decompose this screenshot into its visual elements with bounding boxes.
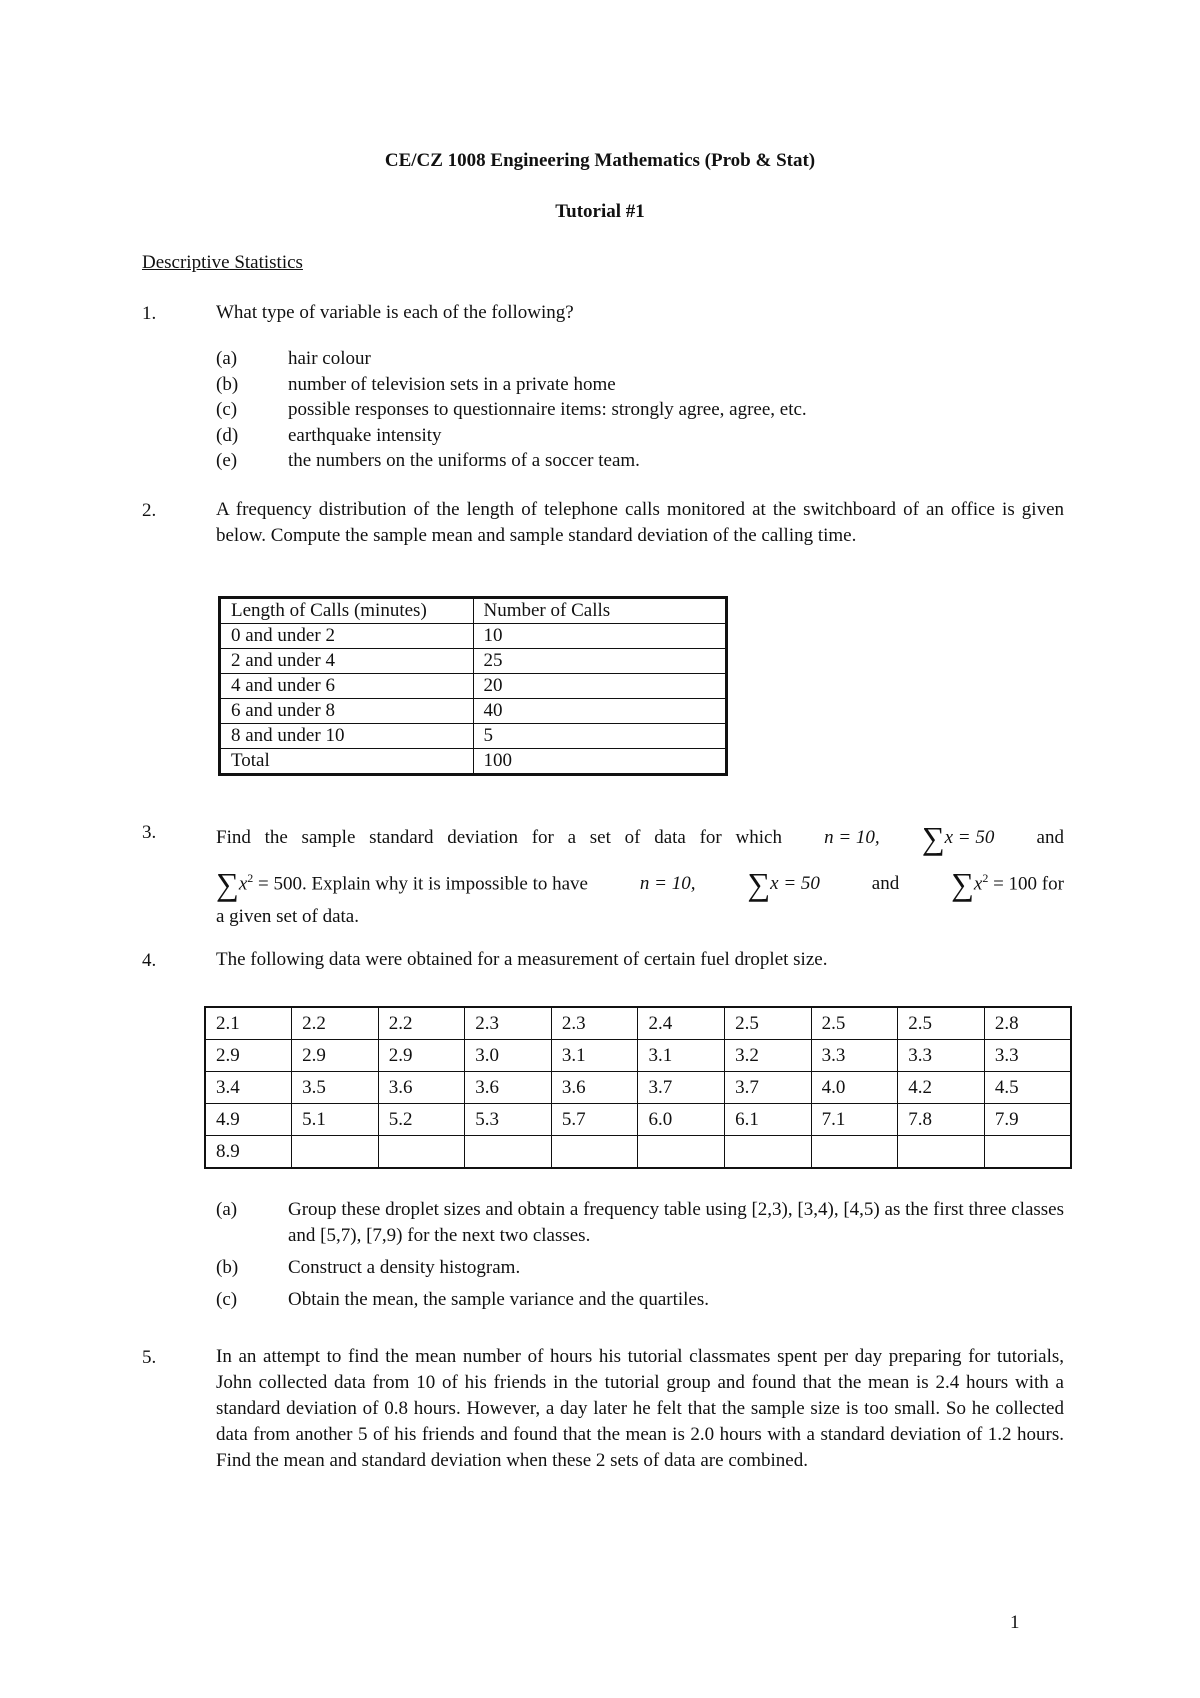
table-cell: 3.3 (811, 1040, 898, 1072)
item-label: (a) (216, 1199, 238, 1220)
question-number: 1. (142, 303, 157, 324)
question-number: 5. (142, 1347, 157, 1368)
item-text: possible responses to questionnaire items: strongly agree, agree, etc. (288, 399, 807, 420)
page-number: 1 (1010, 1612, 1020, 1633)
table-cell: 2 and under 4 (220, 649, 474, 674)
table-cell: 3.3 (898, 1040, 985, 1072)
table-cell: 2.9 (205, 1040, 292, 1072)
question-3-line-2 (216, 858, 1064, 904)
sigma-icon: ∑ (747, 866, 771, 903)
table-row (220, 649, 727, 674)
question-3-text (216, 812, 1064, 930)
question-4-text: The following data were obtained for a measurement of certain fuel droplet size. (216, 949, 828, 970)
item-label: (a) (216, 348, 238, 369)
table-cell: 40 (473, 699, 727, 724)
item-label: (b) (216, 1257, 239, 1278)
table-header-cell: Length of Calls (minutes) (220, 598, 474, 624)
table-cell: 3.7 (725, 1072, 812, 1104)
q3-and: and (1036, 827, 1064, 848)
table-cell: 3.1 (638, 1040, 725, 1072)
table-cell: 7.1 (811, 1104, 898, 1136)
question-2-text: A frequency distribution of the length of telephone calls monitored at the switchboard of an office is given below. Compute the sample mean and sample standard deviation of the calling time. (216, 499, 1064, 546)
table-cell: 2.2 (292, 1007, 379, 1040)
sigma-icon: ∑ (951, 866, 974, 903)
table-row (220, 724, 727, 749)
q3-sum-x: ∑x = 50 (921, 820, 995, 856)
table-cell: 25 (473, 649, 727, 674)
item-label: (e) (216, 450, 238, 471)
table-cell: 2.9 (378, 1040, 465, 1072)
table-row (220, 699, 727, 724)
table-cell: 3.0 (465, 1040, 552, 1072)
table-row (205, 1104, 1071, 1136)
question-1-options (216, 348, 1076, 476)
table-cell: 8 and under 10 (220, 724, 474, 749)
table-cell: 4.9 (205, 1104, 292, 1136)
table-cell: 2.9 (292, 1040, 379, 1072)
question-number: 2. (142, 500, 157, 521)
table-cell: 2.3 (465, 1007, 552, 1040)
table-cell: 2.5 (725, 1007, 812, 1040)
q3-sum-x2: $\sum x^2 = 500$. Explain why it is impossible to have (216, 866, 588, 903)
section-heading: Descriptive Statistics (142, 252, 303, 273)
table-row (205, 1136, 1071, 1169)
table-cell: 2.5 (898, 1007, 985, 1040)
table-cell: 4 and under 6 (220, 674, 474, 699)
sigma-icon: ∑ (921, 820, 945, 856)
q3-n-value-2: n = 10, (639, 873, 696, 895)
q3-n-value: n = 10, (824, 827, 880, 848)
table-cell: 3.5 (292, 1072, 379, 1104)
question-5-text: In an attempt to find the mean number of hours his tutorial classmates spent per day preparing for tutorials, John collected data from 10 of his friends in the tutorial group and found that the mean is 2.4 hours with a standard deviation of 0.8 hours. However, a day later he felt that the sample size is too small. So he collected data from another 5 of his friends and found that the mean is 2.0 hours with a standard deviation of 1.2 hours. Find the mean and standard deviation when these 2 sets of data are combined. (216, 1346, 1064, 1471)
question-1-text: What type of variable is each of the following? (216, 302, 574, 323)
q3-sum-x-2: ∑x = 50 (747, 866, 820, 903)
table-cell: 4.5 (984, 1072, 1071, 1104)
table-cell: 2.8 (984, 1007, 1071, 1040)
list-item (216, 450, 1076, 476)
sigma-icon: ∑ (216, 866, 239, 903)
list-item (216, 348, 1076, 374)
table-cell: 3.6 (465, 1072, 552, 1104)
question-number: 4. (142, 950, 157, 971)
table-cell: 0 and under 2 (220, 624, 474, 649)
question-number: 3. (142, 822, 157, 843)
table-cell (898, 1136, 985, 1169)
table-cell (292, 1136, 379, 1169)
table-cell: 3.6 (378, 1072, 465, 1104)
list-item (216, 1287, 1076, 1313)
table-row (205, 1007, 1071, 1040)
droplet-data-table (204, 1006, 1072, 1169)
item-text: Construct a density histogram. (288, 1257, 521, 1278)
table-cell: 20 (473, 674, 727, 699)
question-4-parts (216, 1197, 1076, 1313)
q3-intro: Find the sample standard deviation for a set of data for which (216, 827, 782, 848)
table-cell: 2.5 (811, 1007, 898, 1040)
table-cell (984, 1136, 1071, 1169)
item-text: Obtain the mean, the sample variance and the quartiles. (288, 1289, 710, 1310)
table-cell (378, 1136, 465, 1169)
q3-and-2: and (871, 873, 900, 895)
table-row (205, 1040, 1071, 1072)
item-label: (d) (216, 424, 239, 446)
list-item (216, 1255, 1076, 1281)
table-cell: 3.6 (551, 1072, 638, 1104)
q3-line-3: a given set of data. (216, 906, 359, 928)
item-label: (c) (216, 1289, 238, 1310)
table-cell: 6 and under 8 (220, 699, 474, 724)
item-text: earthquake intensity (288, 424, 442, 446)
table-cell: 2.3 (551, 1007, 638, 1040)
list-item (216, 1197, 1076, 1249)
list-item (216, 374, 1076, 400)
table-cell: 7.8 (898, 1104, 985, 1136)
table-cell (551, 1136, 638, 1169)
table-cell: 2.1 (205, 1007, 292, 1040)
table-row (220, 749, 727, 775)
table-row (205, 1072, 1071, 1104)
table-cell: 5.2 (378, 1104, 465, 1136)
list-item (216, 425, 1076, 451)
table-cell: 3.4 (205, 1072, 292, 1104)
table-cell (811, 1136, 898, 1169)
item-label: (b) (216, 373, 239, 395)
table-row (220, 674, 727, 699)
table-cell: 3.3 (984, 1040, 1071, 1072)
table-cell (465, 1136, 552, 1169)
item-text: number of television sets in a private home (288, 373, 616, 395)
table-cell: 2.2 (378, 1007, 465, 1040)
table-cell (638, 1136, 725, 1169)
q3-sum-x2-2: $\sum x^2 = 100$ for (951, 866, 1064, 903)
table-header-cell: Number of Calls (473, 598, 727, 624)
table-cell: 7.9 (984, 1104, 1071, 1136)
list-item (216, 399, 1076, 425)
table-cell: 3.1 (551, 1040, 638, 1072)
item-text: hair colour (288, 348, 371, 369)
item-text: the numbers on the uniforms of a soccer team. (288, 450, 640, 471)
table-row (220, 624, 727, 649)
tutorial-title: Tutorial #1 (555, 201, 645, 222)
question-3-line-1 (216, 812, 1064, 858)
table-cell: 5 (473, 724, 727, 749)
table-cell: 6.1 (725, 1104, 812, 1136)
table-cell: 3.7 (638, 1072, 725, 1104)
table-cell: 100 (473, 749, 727, 775)
table-cell: 10 (473, 624, 727, 649)
course-title: CE/CZ 1008 Engineering Mathematics (Prob & Stat) (384, 150, 816, 171)
table-cell: 3.2 (725, 1040, 812, 1072)
table-cell (725, 1136, 812, 1169)
table-cell: 6.0 (638, 1104, 725, 1136)
table-cell: Total (220, 749, 474, 775)
table-header-row (220, 598, 727, 624)
table-cell: 5.3 (465, 1104, 552, 1136)
table-cell: 4.2 (898, 1072, 985, 1104)
table-cell: 2.4 (638, 1007, 725, 1040)
call-length-table (218, 596, 728, 776)
table-cell: 8.9 (205, 1136, 292, 1169)
item-text: Group these droplet sizes and obtain a frequency table using [2,3), [3,4), [4,5) as the first three classes and [5,7), [7,9) for the next two classes. (288, 1199, 1064, 1246)
table-cell: 5.1 (292, 1104, 379, 1136)
table-cell: 4.0 (811, 1072, 898, 1104)
table-cell: 5.7 (551, 1104, 638, 1136)
item-label: (c) (216, 399, 238, 420)
